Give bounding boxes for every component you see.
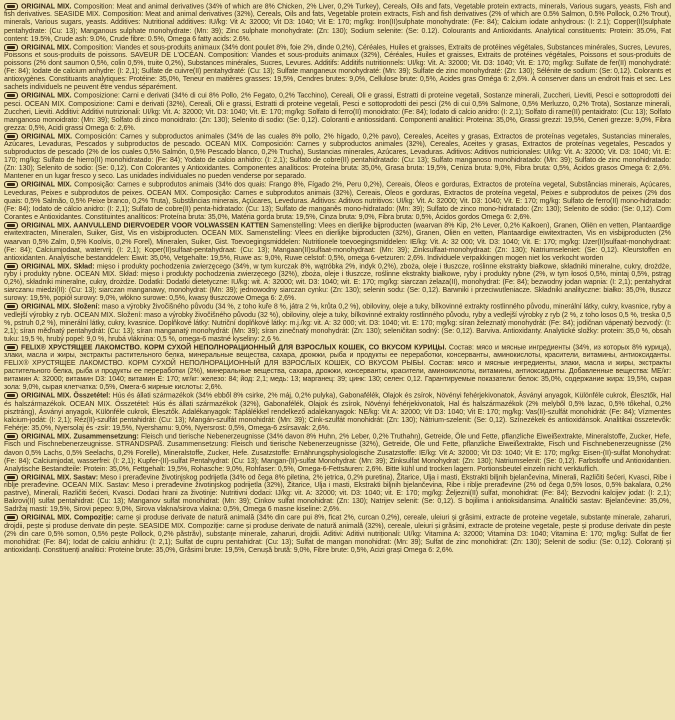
block-text: Composition: Viandes et sous-produits animaux (34% dont poulet 8%, foie 2%, dinde 0,2%), Céréales, Huiles et graisses, Extraits de protéines végétales, Substances minérales, Sucres, Levures, Poissons et sous-produits de poissons. SAVEUR DE L'OCÉAN. Composition: Viandes et sous-produits animaux (32%), Céréales, Huiles et graisses, Extraits de protéines végétales, Poissons et sous-produits de poissons (2% dont saumon 0,5%, colin 0,5%, truite 0,2%), Substances minérales, Sucres, Levures. Additifs: Additifs nutritionnels: UI/kg: Vit. A: 32000; Vit. D3: 1040; Vit. E: 170; mg/kg: Sulfate de fer(II) monohydraté: (Fe: 84); Iodate de calcium anhydre: (I: 2,1); Sulfate de cuivre(II) pentahydraté: (Cu: 13); Sulfate manganeux monohydraté: (Mn: 39); Sulfate de zinc monohydraté: (Zn: 130); Sélénite de sodium: (Se: 0,12). Colorants et antioxygènes. Constituants analytiques: Protéine: 35,0%, Teneur en matières grasses: 19,5%, Cendres brutes: 9,0%, Cellulose brute: 0,5%, Acides gras Oméga 6: 2,6%. À conserver dans un endroit frais et sec. Les sachets individuels ne peuvent être vendus séparément.	[4, 43, 671, 92]
block-text: carne și produse derivate de natură animală (34% din care pui 8%, ficat 2%, curcan 0,2%), cereale, uleiuri și grăsimi, extracte de proteine vegetale, substanțe minerale, zaharuri, drojdii, pește și produse derivate din pește. SEASIDE MIX. Compoziție: carne și produse derivate de natură animală (32%), cereale, uleiuri și grăsimi, extracte de proteine vegetale, pește și produse derivate din pește (2% din care 0,5% somon, 0,5% pește Pollock, 0,2% păstrăv), substanțe minerale, zaharuri, drojdii. Aditivi: Aditivi nutriționali: UI/kg: Vitamina A: 32000; Vitamina D3: 1040; Vitamina E: 170; mg/kg: Sulfat de fier monohidrat: (Fe: 84); Iodat de calciu anhidru: (I: 2,1); Sulfat de cupru pentahidrat: (Cu: 13); Sulfat de mangan monohidrat: (Mn: 39); Sulfat de zinc monohidrat: (Zn: 130); Selenit de sodiu: (Se: 0,12). Coloranți și antioxidanți. Constituenți analitici: Proteine brute: 35,0%, Grăsimi brute: 19,5%, Cenușă brută: 9,0%, Fibre brute: 0,5%, Acizi grași Omega 6: 2,6%.	[4, 514, 671, 554]
language-flag-icon	[4, 44, 18, 51]
language-flag-icon	[4, 263, 18, 270]
block-heading: ORIGINAL MIX.	[21, 43, 72, 51]
block-en	[4, 3, 671, 44]
block-fr	[4, 44, 671, 93]
block-heading: ORIGINAL MIX. Compoziție:	[21, 514, 114, 522]
block-heading: ORIGINAL MIX. Sastav:	[21, 474, 99, 482]
block-nl	[4, 222, 671, 263]
block-text: Samenstelling: Vlees en dierlijke bijproducten (waarvan 8% Kip, 2% Lever, 0,2% Kalkoen), Granen, Oliën en vetten, Plantaardige eiwitextracten, Mineralen, Suiker, Gist, Vis en visbijproducten. OCEAN MIX. Samenstelling: Vlees en dierlijke bijproducten (32%), Granen, Oliën en vetten, Plantaardige eiwitextracten, Vis en visbijproducten (2% waarvan 0,5% Zalm, 0,5% Koolvis, 0,2% Forel), Mineralen, Suiker, Gist. Toevoegingsmiddelen: Nutritionele toevoegingsmiddelen: IE/kg: Vit. A: 32 000; Vit. D3: 1040; Vit. E: 170; mg/kg: IJzer(II)sulfaat-monohydraat: (Fe: 84); Calciumjodaat, watervrij: (I: 2,1); Koper(II)sulfaat-pentahydraat: (Cu: 13); Mangaan(II)sulfaat-monohydraat: (Mn: 39); Zinksulfaat-monohydraat: (Zn: 130); Natriumseleniet: (Se: 0,12). Kleurstoffen en antioxidanten. Analytische bestanddelen: Eiwit: 35,0%, Vetgehalte: 19,5%, Ruwe as: 9,0%, Ruwe celstof: 0,5%, omega 6-vetzuren: 2,6%. Individuele verpakkingen mogen niet los verkocht worden	[4, 222, 671, 262]
block-text: Composition: Meat and animal derivatives (34% of which are 8% Chicken, 2% Liver, 0,2% Turkey), Cereals, Oils and fats, Vegetable protein extracts, minerals, Various sugars, yeasts, Fish and fish derivatives. SEASIDE MIX. Composition: Meat and animal derivatives (32%), Cereals, Oils and fats, Vegetable protein extracts, Fish and fish derivatives (2% of which are 0.5% Salmon, 0.5% Pollock, 0.2% Trout), minerals, Various sugars, yeasts. Additives: Nutritional additives: IU/kg: Vit A: 32000; Vit D3: 1040; Vit E: 170; mg/kg: Iron(II)sulphate monohydrate: (Fe: 84); Calcium iodate anhydrous: (I: 2.1); Copper(II)sulphate pentahydrate: (Cu: 13); Manganous sulphate monohydrate: (Mn: 39); Zinc sulphate monohydrate: (Zn: 130); Sodium selenite: (Se: 0.12). Colourants and Antioxidants. Analytical constituents: Protein: 35.0%, Fat content: 19.5%, Crude ash: 9.0%, Crude fibre: 0.5%, Omega 6 fatty acids: 2.6%.	[4, 3, 671, 43]
language-flag-icon	[4, 344, 18, 351]
block-text: Composición: Carnes y subproductos animales (34% de las cuales 8% pollo, 2% hígado, 0,2% pavo), Cereales, Aceites y grasas, Extractos de proteínas vegetales, Sustancias minerales, Azúcares, Levaduras, Pescados y subproductos de pescado. OCEAN MIX. Composición: Carnes y subproductos animales (32%), Cereales, Aceites y grasas, Extractos de proteínas vegetales, Pescados y subproductos de pescado (2% de los cuales 0,5% Salmón, 0,5% Pescado blanco, 0,2% Trucha), Sustancias minerales, Azúcares, Levaduras. Aditivos: Aditivos nutricionales: UI/kg: Vit. A: 32000; Vit. D3: 1040; Vit. E: 170; mg/kg: Sulfato de hierro(II) monohidratado: (Fe: 84); Yodato de calcio anhidro: (I: 2,1); Sulfato de cobre(II) pentahidratado: (Cu: 13); Sulfato manganoso monohidratado: (Mn: 39); Sulfato de zinc monohidratado: (Zn: 130); Selenito de sodio: (Se: 0,12). Con Colorantes y Antioxidantes. Componentes analíticos: Proteína bruta: 35,0%, Grasa bruta: 19,5%, Ceniza bruta: 9,0%, Fibra bruta: 0,5%, Ácidos grasos Omega 6: 2,6%. Mantener en un lugar fresco y seco. Las unidades individuales no pueden venderse por separado.	[4, 133, 671, 181]
language-flag-icon	[4, 392, 18, 399]
language-flag-icon	[4, 433, 18, 440]
block-de	[4, 433, 671, 474]
block-hu	[4, 392, 671, 433]
block-heading: ORIGINAL MIX.	[21, 133, 73, 141]
language-flag-icon	[4, 303, 18, 310]
block-heading: ORIGINAL MIX. Složení:	[21, 303, 100, 311]
block-text: Composição: Carnes e subprodutos animais (34% dos quais: Frango 8%, Fígado 2%, Peru 0,2%), Cereais, Óleos e gorduras, Extractos de proteína vegetal, Substâncias minerais, Açúcares, Leveduras, Peixes e subprodutos de peixes. OCEAN MIX. Composição: Carnes e subprodutos animais (32%), Cereais, Óleos e gorduras, Extractos de proteína vegetal, Peixes e subprodutos de peixes (2% dos quais: 0,5% Salmão, 0,5% Peixe branco, 0,2% Truta), Substâncias minerais, Açúcares, Leveduras. Aditivos: Aditivos nutritivos: UI/kg: Vit. A: 32000; Vit. D3: 1040; Vit. E: 170; mg/kg: Sulfato de ferro(II) mono-hidratado: (Fe: 84); Iodato de cálcio anidro: (I: 2,1); Sulfato de cobre(II) penta-hidratado: (Cu: 13); Sulfato de manganês mono-hidratado: (Mn: 39); Sulfato de zinco mono-hidratado: (Zn: 130); Selenito de sódio: (Se: 0,12). Com Corantes e Antioxidantes. Constituintes analíticos: Proteína bruta: 35,0%, Matéria gorda bruta: 19,5%, Cinza bruta: 9,0%, Fibra bruta: 0,5%, Ácidos gordos Omega 6: 2,6%.	[4, 181, 671, 222]
block-heading: ORIGINAL MIX. Zusammensetzung:	[21, 433, 139, 441]
language-flag-icon	[4, 514, 18, 521]
language-flag-icon	[4, 181, 18, 188]
block-ro	[4, 514, 671, 555]
block-text: Composizione: Carni e derivati (34% di cui 8% Pollo, 2% Fegato, 0,2% Tacchino), Cereali, Oli e grassi, Estratti di proteine vegetali, Sostanze minerali, Zuccheri, Lieviti, Pesci e sottoprodotti dei pesci. OCEAN MIX. Composizione: Carni e derivati (32%), Cereali, Oli e grassi, Estratti di proteine vegetali, Pesci e sottoprodotti dei pesci (2% di cui 0,5% Salmone, 0,5% Merluzzo, 0,2% Trota), Sostanze minerali, Zuccheri, Lieviti. Additivi: Additivi nutrizionali: UI/kg: Vit. A: 32000; Vit. D3: 1040; Vit. E: 170; mg/kg: Solfato di ferro(II) monoidrato: (Fe: 84); Iodato di calcio anidro: (I: 2,1); Solfato di rame(II) pentaidrato: (Cu: 13); Solfato manganoso monoidrato: (Mn: 39); Solfato di zinco monoidrato: (Zn: 130); Selenito di sodio: (Se: 0,12). Coloranti e antiossidanti. Componenti analitici: Proteina: 35,0%, Grassi grezzi: 19,5%, Ceneri grezze: 9,0%, Fibra grezza: 0,5%, Acidi grassi Omega 6: 2,6%.	[4, 92, 671, 132]
block-text: Hús és állati származékok (34% ebből 8% csirke, 2% máj, 0,2% pulyka), Gabonafélék, Olajok és zsírok, Növényi fehérjekivonatok, Ásványi anyagok, Különféle cukrok, Élesztők, Hal és halszármazékok. OCEAN MIX. Összetétel: Hús és állati származékok (32%), Gabonafélék, Olajok és zsírok, Növényi fehérjekivonatok, Hal és halszármazékok (2% melyből 0,5% lazac, 0,5% tőkehal, 0,2% pisztráng), Ásványi anyagok, Különféle cukrok, Élesztők. Adalékanyagok: Táplálékkel rendelkező adalékanyagok: NE/kg: Vit A: 32000; Vit D3: 1040; Vit E: 170; mg/kg: Vas(II)-szulfát monohidrát: (Fe: 84); Vízmentes kalcium-jodát: (I: 2,1); Réz(II)-szulfát pentahidrát: (Cu: 13); Mangán-szulfát monohidrát: (Mn: 39); Cink-szulfát monohidrát: (Zn: 130); Nátrium-szelenit: (Se: 0,12). Színezékek és antioxidánsok. Analitikai összetevők: Fehérje: 35,0%, Nyersolaj és -zsír: 19,5%, Nyershamu: 9,0%, Nyersrost: 0,5%, Omega-6 zsírsavak: 2,6%.	[4, 392, 671, 433]
block-heading: FELIX® ХРУСТЯЩЕЕ ЛАКОМСТВО. КОРМ СУХОЙ НЕПОЛНОРАЦИОННЫЙ ДЛЯ ВЗРОСЛЫХ КОШЕК, СО ВКУСОМ КУРИЦЫ.	[21, 344, 447, 352]
block-ru	[4, 344, 671, 393]
block-text: Meso i prerađevine životinjskog podrijetla (34% od čega 8% piletina, 2% jetrica, 0,2% puretina), Žitarice, Ulja i masti, Ekstrakti biljnih bjelančevina, Minerali, Različiti šećeri, Kvasci, Ribe i riblje prerađevine. OCEAN MIX. Sastav: Meso i prerađevine životinjskog podrijetla (32%), Žitarice, Ulja i masti, Ekstrakti biljnih bjelančevina, Ribe i riblje prerađevine (2% od čega 0,5% losos, 0,5% bakalara, 0,2% pastrve), Minerali, Različiti šećeri, Kvasci. Dodaci hrani za životinje: Nutritivni dodaci: IJ/kg: vit. A: 32000; vit. D3: 1040; vit. E: 170; mg/kg: Željezni(II) sulfat, monohidrat: (Fe: 84); Bezvodni kalcijev jodat: (I: 2,1); Bakrovi(II) sulfat pentahidrat: (Cu: 13); Manganov sulfat monohidrat: (Mn: 39); Cinkov sulfat monohidrat: (Zn: 130); Natrijev selenit: (Se: 0,12). S bojilima i antioksidansima. Analitički sastav: Bjelančevine: 35,0%, Sadržaj masti: 19,5%, Sirovi pepeo: 9,0%, Sirova vlakna/sirova vlakna: 0,5%, Omega 6 masne kiseline: 2,6%.	[4, 474, 672, 514]
block-heading: ORIGINAL MIX.	[21, 3, 72, 11]
block-heading: ORIGINAL MIX.	[21, 92, 72, 100]
block-es	[4, 133, 671, 182]
block-text: mięso i produkty pochodzenia zwierzęcego (34%, w tym kurczak 8%, wątróbka 2%, indyk 0,2%), zboża, oleje i tłuszcze, roślinne ekstrakty białkowe, składniki mineralne, cukry, drożdże, ryby i produkty rybne. OCEAN MIX. Skład: mięso i produkty pochodzenia zwierzęcego (32%), zboża, oleje i tłuszcze, roślinne ekstrakty białkowe, ryby i produkty rybne (2%, w tym łosoś 0,5%, mintaj 0,5%, pstrąg 0,2%), składniki mineralne, cukry, drożdże. Dodatki: Dodatki dietetyczne: IU/kg: wit. A: 32000; wit. D3: 1040; wit. E: 170; mg/kg: siarczan żelaza(II), monohydrat: (Fe: 84); bezwodny jodan wapnia: (I: 2,1); pentahydrat siarczanu miedzi(II): (Cu: 13); siarczan manganawy, monohydrat: (Mn: 39); jednowodny siarczan cynku: (Zn: 130); selenin sodu: (Se: 0,12). Barwniki i przeciwutleniacze. Składniki analityczne: białko: 35,0%, tłuszcz surowy: 19,5%, popiół surowy: 9,0%, włókno surowe: 0,5%, kwasy tłuszczowe Omega 6: 2,6%.	[4, 263, 671, 303]
block-pl	[4, 263, 671, 304]
block-text: Состав: мясо и мясные ингредиенты (34%, из которых 8% курица), злаки, масла и жиры, экстракты растительного белка, минеральные вещества, сахара, дрожжи, рыба и продукты ее переработки, консерванты, аминокислоты, красители, витамины, антиоксиданты. FELIX® ХРУСТЯЩЕЕ ЛАКОМСТВО. КОРМ СУХОЙ НЕПОЛНОРАЦИОННЫЙ ДЛЯ ВЗРОСЛЫХ КОШЕК, СО ВКУСОМ РЫБЫ. Состав: мясо и мясные ингредиенты, злаки, масла и жиры, экстракты растительного белка, рыба и продукты ее переработки (2%), минеральные вещества, сахара, дрожжи, консерванты, красители, аминокислоты, витамины, антиоксиданты. Добавленные вещества: МЕ/кг: витамин А: 32000; витамин D3: 1040; витамин Е: 170; мг/кг: железо: 84; йод: 2,1; медь: 13; марганец: 39; цинк: 130; селен: 0,12. Гарантируемые показатели: белок: 35,0%, содержание жира: 19,5%, сырая зола: 9,0%, сырая клетчатка: 0,5%, Омега-6 жирные кислоты: 2,6%.	[4, 344, 671, 392]
block-heading: ORIGINAL MIX.	[21, 181, 72, 189]
language-flag-icon	[4, 3, 18, 10]
block-cs	[4, 303, 671, 344]
language-flag-icon	[4, 222, 18, 229]
language-flag-icon	[4, 474, 18, 481]
block-pt	[4, 181, 671, 222]
block-text: maso a výrobky živočišného původu (34 %, z toho kuře 8 %, játra 2 %, krůta 0,2 %), obiloviny, oleje a tuky, bílkovinné extrakty rostlinného původu, minerální látky, cukry, kvasnice, ryby a vedlejší výrobky z ryb. OCEAN MIX. Složení: maso a výrobky živočišného původu (32 %), obiloviny, oleje a tuky, bílkovinné extrakty rostlinného původu, ryby a vedlejší výrobky z ryb (2 %, z toho losos 0,5 %, treska 0,5 %, pstruh 0,2 %), minerální látky, cukry, kvasnice. Doplňkové látky: Nutriční doplňkové látky: m.j./kg: vit. A: 32 000; vit. D3: 1040; vit. E: 170; mg/kg: síran železnatý monohydrát: (Fe: 84); jodičnan vápenatý bezvodý: (I: 2,1); síran měďnatý pentahydrát: (Cu: 13); síran manganatý monohydrát: (Mn: 39); síran zinečnatý monohydrát: (Zn: 130); seleničitan sodný: (Se: 0,12). Barviva. Antioxidanty. Analytické složky: protein: 35,0 %, obsah tuku: 19,5 %, hrubý popel: 9,0 %, hrubá vláknina: 0,5 %, omega-6 mastné kyseliny: 2,6 %.	[4, 303, 671, 343]
block-it	[4, 92, 671, 133]
language-flag-icon	[4, 133, 18, 140]
block-heading: ORIGINAL MIX. Skład:	[21, 263, 95, 271]
block-heading: ORIGINAL MIX. Összetétel:	[21, 392, 111, 400]
block-hr	[4, 474, 671, 515]
block-heading: ORIGINAL MIX. AANVULLEND DIERVOEDER VOOR VOLWASSEN KATTEN	[21, 222, 269, 230]
block-text: Fleisch und tierische Nebenerzeugnisse (34% davon 8% Huhn, 2% Leber, 0,2% Truthahn), Getreide, Öle und Fette, pflanzliche Eiweißextrakte, Mineralstoffe, Zucker, Hefe, Fisch und Fischnebenerzeugnisse. STRANDSPAß. Zusammensetzung: Fleisch und tierische Nebenerzeugnisse (32%), Getreide, Öle und Fette, pflanzliche Eiweißextrakte, Fisch und Fischnebenerzeugnisse (2% davon 0,5% Lachs, 0,5% Seelachs, 0,2% Forelle), Mineralstoffe, Zucker, Hefe. Zusatzstoffe: Ernährungsphysiologische Zusatzstoffe: IE/kg: Vit A: 32000; Vit D3: 1040; Vit E: 170; mg/kg: Eisen-(II)-sulfat Monohydrat: (Fe: 84); Calciumjodat, wasserfrei: (I: 2,1); Kupfer-(II)-sulfat Pentahydrat: (Cu: 13); Mangan-(II)-sulfat Monohydrat: (Mn: 39); Zinksulfat Monohydrat: (Zn: 130); Natriumselenit: (Se: 0,12). Farbstoffe und Antioxidantien. Analytische Bestandteile: Protein: 35,0%, Fettgehalt: 19,5%, Rohasche: 9,0%, Rohfaser: 0,5%, Omega-6-Fettsäuren: 2,6%. Bitte kühl und trocken lagern. Portionsbeutel einzeln nicht verkäuflich.	[4, 433, 671, 473]
language-flag-icon	[4, 92, 18, 99]
